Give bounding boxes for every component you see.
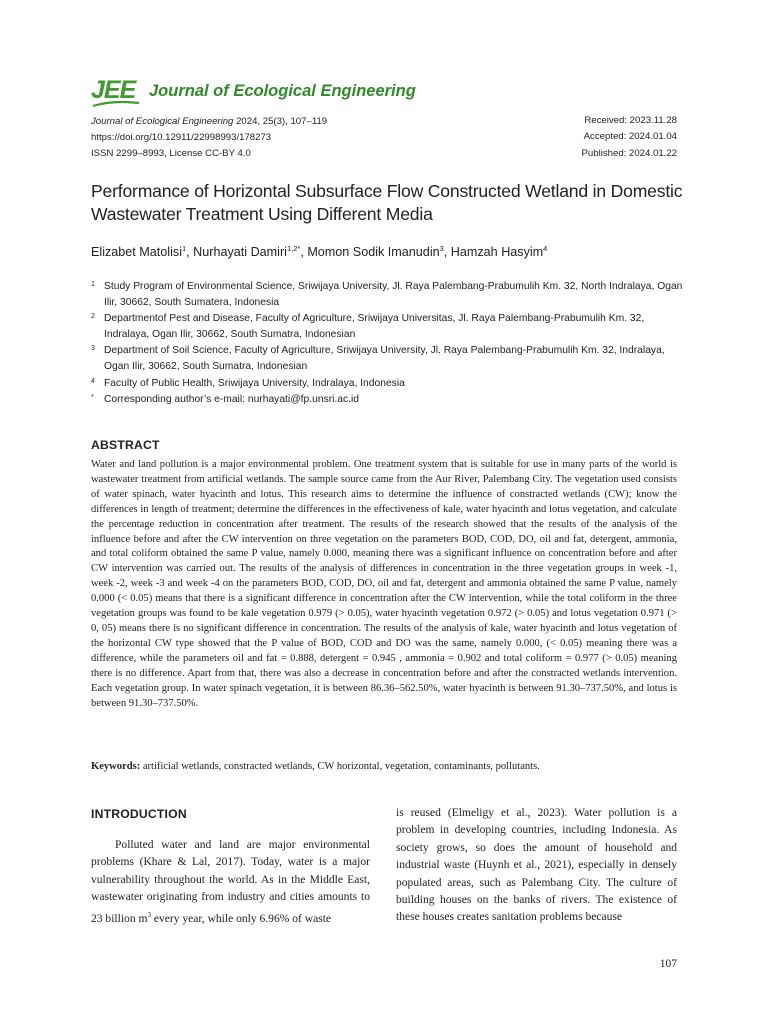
introduction-right-column: is reused (Elmeligy et al., 2023). Water pollution is a problem in developing countries, including Indonesia. As society grows, so does the amount of household and industrial waste (Huynh et al., 2021), especially in densely populated areas, such as Palembang City. The culture of building houses on the banks of rivers. The existence of these houses creates sanitation problems because	[396, 807, 677, 924]
abstract-text: Water and land pollution is a major environmental problem. One treatment system that is suitable for use in many parts of the world is wastewater treatment from artificial wetlands. The sample source came from the Aur River, Palembang City. The vegetation used consists of water spinach, water hyacinth and lotus. This research aims to determine the influence of constracted wetlands (CW); know the differences in length of treatment; determine the differences in the effectiveness of kale, water hyacinth and lotus vegetation, and calculate the percentage reduction in concentration after treatment. The results of the research showed that the results of the analysis of the influence before and after the CW intervention on three vegetation on the parameters BOD, COD, DO, oil and fat, detergent, ammonia, and total coliform obtained the same P value, namely 0.000, meaning there was a significant influence on concentration before and after CW intervention was carried out. The results of the analysis of differences in concentration in the three vegetation groups in week -1, week -2, week -3 and week -4 on the parameters BOD, COD, DO, oil and fat, detergent and ammonia obtained the same P value, namely 0.000 (< 0.05) means that there is a significant difference in concentration after the CW intervention, while the total coliform in the three vegetation groups was found to be kale vegetation 0.979 (> 0.05), water hyacinth vegetation 0.972 (> 0.05) and lotus vegetation 0.971 (> 0, 05) means there is no significant difference in concentration. The results of the analysis of kale, water hyacinth and lotus vegetation of the horizontal CW type showed that the P value of BOD, COD and DO was the same, namely 0.000, (< 0.05) meaning there was a difference, while the parameters oil and fat = 0.888, detergent = 0.945 , ammonia = 0.902 and total coliform = 0.977 (> 0.05) meaning there is no difference. Apart from that, there was also a decrease in concentration before and after the constracted wetlands intervention. Each vegetation group. In water spinach vegetation, it is between 86.36–562.50%, water hyacinth is between 91.30–737.50%, and lotus is between 91.30–737.50%.	[91, 459, 677, 709]
issn-license: ISSN 2299–8993, License CC-BY 4.0	[91, 147, 251, 159]
citation-journal: Journal of Ecological Engineering	[91, 116, 234, 127]
introduction-heading: INTRODUCTION	[91, 807, 187, 821]
keywords-list: artificial wetlands, constracted wetlands, CW horizontal, vegetation, contaminants, pollutants.	[140, 761, 540, 772]
citation-line	[91, 114, 327, 130]
citation-block	[91, 114, 327, 161]
corresponding-author: * Corresponding author’s e-mail: nurhayati@fp.unsri.ac.id	[91, 394, 360, 406]
affiliation-list	[91, 279, 691, 409]
logo-swoosh-icon	[92, 100, 140, 108]
author: Elizabet Matolisi$^1$,	[91, 244, 194, 260]
affiliation-item: 4 Faculty of Public Health, Sriwijaya University, Indralaya, Indonesia	[91, 377, 405, 389]
accepted-date: Accepted: 2024.01.04	[583, 131, 677, 143]
keywords-label: Keywords:	[91, 761, 141, 772]
author: Momon Sodik Imanudin$^3$,	[307, 244, 451, 260]
author: Hamzah Hasyim$^4$	[450, 244, 548, 260]
introduction-left-column: Polluted water and land are major environmental problems (Khare & Lal, 2017). Today, water is a major vulnerability throughout the world. As in the Middle East, wastewater originating from industry and cities amounts to 23 billion $m^3$ every year, while only 6.96% of waste	[91, 839, 370, 925]
page-number: 107	[659, 958, 677, 970]
article-title: Performance of Horizontal Subsurface Flow Constructed Wetland in Domestic Wastewater Treatment Using Different Media	[91, 181, 683, 224]
jee-logo-mark: JEE	[91, 76, 136, 104]
published-date: Published: 2024.01.22	[581, 147, 677, 159]
journal-logo	[91, 76, 511, 108]
received-date: Received: 2023.11.28	[584, 115, 677, 126]
keywords	[91, 760, 677, 775]
affiliation-item: 1 Study Program of Environmental Science, Sriwijaya University, Jl. Raya Palembang-Prabumulih Km. 32, North Indralaya, Ogan Ilir, 30662, South Sumatera, Indonesia	[91, 281, 683, 308]
dates-block	[582, 113, 677, 162]
abstract-heading: ABSTRACT	[91, 438, 160, 452]
doi-link[interactable]: https://doi.org/10.12911/22998993/178273	[91, 131, 272, 143]
journal-name: Journal of Ecological Engineering	[149, 82, 416, 100]
affiliation-item: 2 Departmentof Pest and Disease, Faculty of Agriculture, Sriwijaya Universitas, Jl. Raya Palembang-Prabumulih Km. 32, Indralaya, Ogan Ilir, 30662, South Sumatra, Indonesian	[91, 313, 645, 340]
citation-volume: 2024, 25(3), 107–119	[233, 116, 328, 127]
author: Nurhayati Damiri$^{1,2*}$,	[193, 244, 308, 260]
author-list	[91, 244, 547, 259]
affiliation-item: 3 Department of Soil Science, Faculty of Agriculture, Sriwijaya University, Jl. Raya Palembang-Prabumulih Km. 32, Indralaya, Ogan Ilir, 30662, South Sumatra, Indonesian	[91, 345, 665, 372]
